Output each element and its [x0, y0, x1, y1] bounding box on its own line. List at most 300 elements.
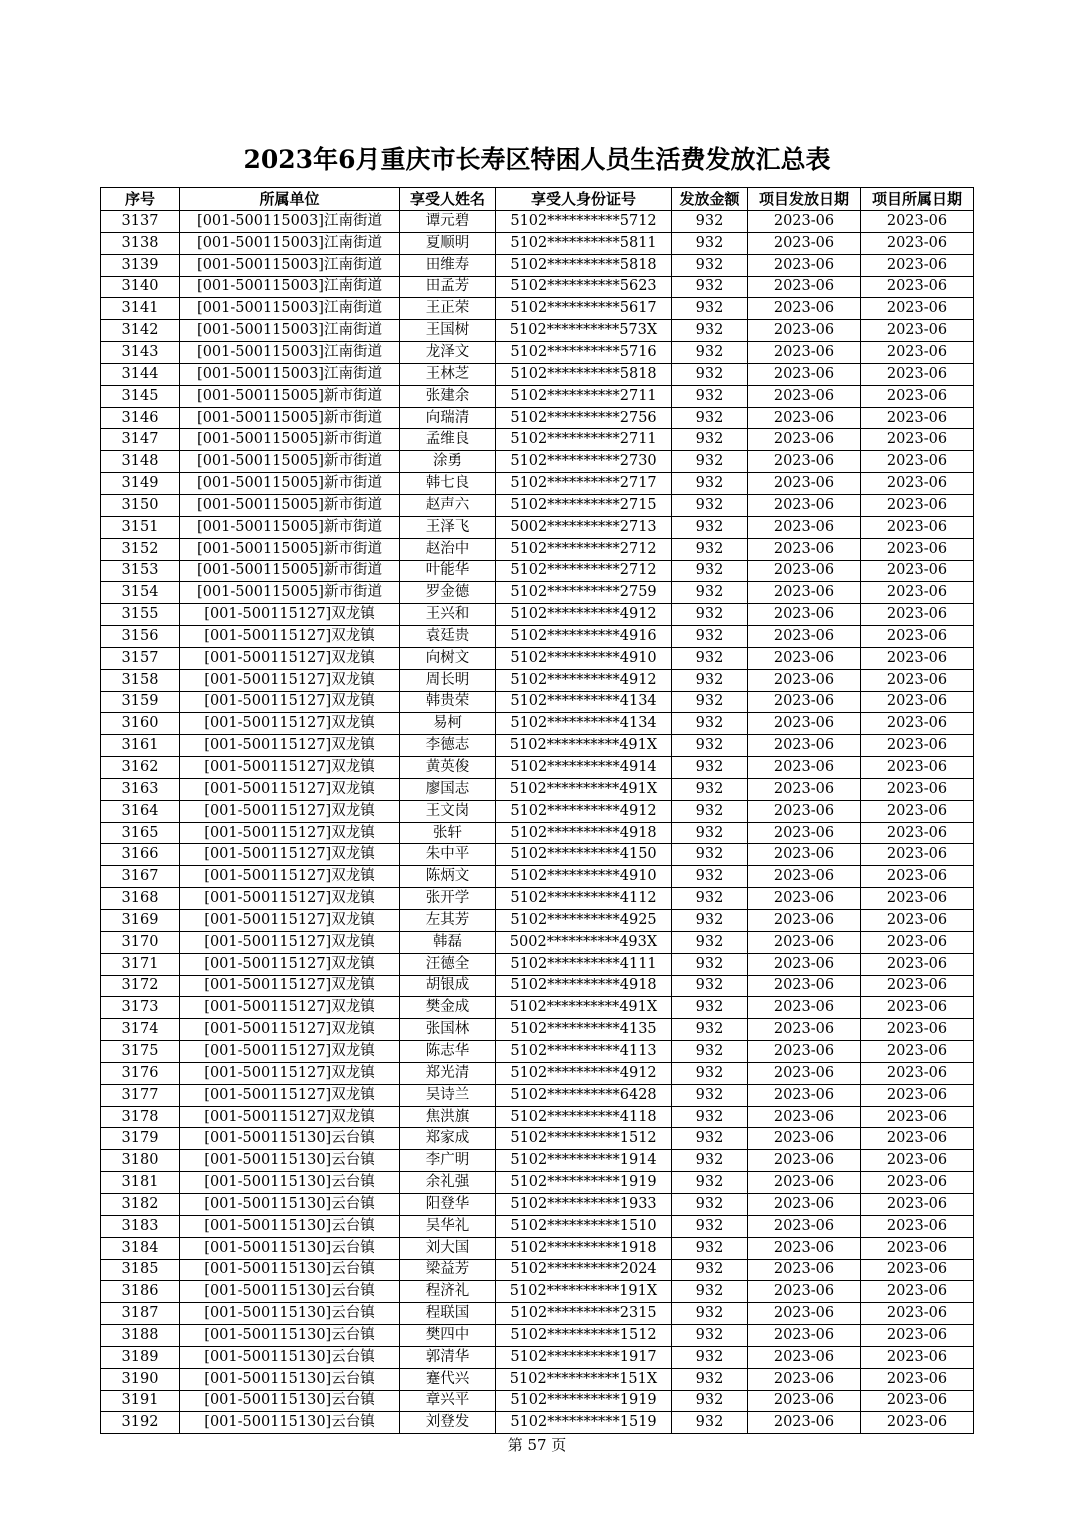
- cell-name: 黄英俊: [400, 757, 496, 779]
- cell-issue-date: 2023-06: [748, 1041, 861, 1063]
- cell-seq: 3143: [101, 342, 180, 364]
- cell-unit: [001-500115127]双龙镇: [180, 1041, 400, 1063]
- table-row: [101, 298, 974, 320]
- cell-unit: [001-500115130]云台镇: [180, 1281, 400, 1303]
- cell-issue-date: 2023-06: [748, 473, 861, 495]
- table-row: [101, 778, 974, 800]
- cell-belong-date: 2023-06: [861, 1390, 974, 1412]
- cell-seq: 3137: [101, 211, 180, 233]
- cell-amount: 932: [672, 1106, 748, 1128]
- cell-id-number: 5102**********191X: [496, 1281, 672, 1303]
- table-row: [101, 822, 974, 844]
- cell-amount: 932: [672, 560, 748, 582]
- table-row: [101, 451, 974, 473]
- cell-issue-date: 2023-06: [748, 1325, 861, 1347]
- cell-belong-date: 2023-06: [861, 363, 974, 385]
- cell-issue-date: 2023-06: [748, 647, 861, 669]
- cell-unit: [001-500115127]双龙镇: [180, 910, 400, 932]
- cell-name: 程联国: [400, 1303, 496, 1325]
- cell-unit: [001-500115003]江南街道: [180, 276, 400, 298]
- cell-issue-date: 2023-06: [748, 910, 861, 932]
- cell-name: 郑家成: [400, 1128, 496, 1150]
- cell-name: 王文岗: [400, 800, 496, 822]
- cell-unit: [001-500115003]江南街道: [180, 232, 400, 254]
- cell-id-number: 5102**********491X: [496, 997, 672, 1019]
- cell-unit: [001-500115130]云台镇: [180, 1325, 400, 1347]
- cell-belong-date: 2023-06: [861, 451, 974, 473]
- cell-name: 陈炳文: [400, 866, 496, 888]
- cell-unit: [001-500115127]双龙镇: [180, 626, 400, 648]
- cell-issue-date: 2023-06: [748, 1215, 861, 1237]
- cell-issue-date: 2023-06: [748, 211, 861, 233]
- cell-seq: 3185: [101, 1259, 180, 1281]
- header-seq: 序号: [101, 188, 180, 211]
- cell-belong-date: 2023-06: [861, 778, 974, 800]
- cell-seq: 3156: [101, 626, 180, 648]
- cell-belong-date: 2023-06: [861, 516, 974, 538]
- cell-seq: 3153: [101, 560, 180, 582]
- header-unit: 所属单位: [180, 188, 400, 211]
- cell-name: 章兴平: [400, 1390, 496, 1412]
- cell-name: 周长明: [400, 669, 496, 691]
- cell-id-number: 5102**********2315: [496, 1303, 672, 1325]
- cell-unit: [001-500115127]双龙镇: [180, 691, 400, 713]
- cell-id-number: 5102**********491X: [496, 778, 672, 800]
- cell-seq: 3151: [101, 516, 180, 538]
- cell-id-number: 5102**********5818: [496, 363, 672, 385]
- cell-id-number: 5102**********1919: [496, 1172, 672, 1194]
- cell-issue-date: 2023-06: [748, 320, 861, 342]
- cell-name: 向瑞清: [400, 407, 496, 429]
- cell-name: 吴华礼: [400, 1215, 496, 1237]
- cell-id-number: 5102**********4135: [496, 1019, 672, 1041]
- cell-issue-date: 2023-06: [748, 560, 861, 582]
- table-row: [101, 1281, 974, 1303]
- cell-seq: 3178: [101, 1106, 180, 1128]
- cell-seq: 3180: [101, 1150, 180, 1172]
- cell-belong-date: 2023-06: [861, 604, 974, 626]
- cell-amount: 932: [672, 866, 748, 888]
- table-row: [101, 1193, 974, 1215]
- cell-seq: 3139: [101, 254, 180, 276]
- cell-unit: [001-500115127]双龙镇: [180, 800, 400, 822]
- cell-issue-date: 2023-06: [748, 1062, 861, 1084]
- cell-unit: [001-500115003]江南街道: [180, 363, 400, 385]
- cell-belong-date: 2023-06: [861, 1346, 974, 1368]
- cell-unit: [001-500115130]云台镇: [180, 1128, 400, 1150]
- cell-issue-date: 2023-06: [748, 1303, 861, 1325]
- cell-name: 赵声六: [400, 494, 496, 516]
- cell-issue-date: 2023-06: [748, 931, 861, 953]
- cell-name: 王泽飞: [400, 516, 496, 538]
- cell-belong-date: 2023-06: [861, 757, 974, 779]
- cell-seq: 3140: [101, 276, 180, 298]
- cell-id-number: 5102**********1918: [496, 1237, 672, 1259]
- table-row: [101, 407, 974, 429]
- cell-name: 龙泽文: [400, 342, 496, 364]
- cell-belong-date: 2023-06: [861, 473, 974, 495]
- cell-id-number: 5102**********1512: [496, 1325, 672, 1347]
- cell-id-number: 5102**********2717: [496, 473, 672, 495]
- cell-seq: 3187: [101, 1303, 180, 1325]
- table-row: [101, 647, 974, 669]
- cell-seq: 3150: [101, 494, 180, 516]
- table-row: [101, 975, 974, 997]
- cell-issue-date: 2023-06: [748, 254, 861, 276]
- table-row: [101, 276, 974, 298]
- table-row: [101, 1106, 974, 1128]
- cell-id-number: 5102**********1917: [496, 1346, 672, 1368]
- cell-seq: 3163: [101, 778, 180, 800]
- cell-amount: 932: [672, 626, 748, 648]
- cell-unit: [001-500115005]新市街道: [180, 429, 400, 451]
- cell-amount: 932: [672, 888, 748, 910]
- cell-issue-date: 2023-06: [748, 1346, 861, 1368]
- cell-name: 张轩: [400, 822, 496, 844]
- table-row: [101, 560, 974, 582]
- cell-amount: 932: [672, 844, 748, 866]
- cell-unit: [001-500115127]双龙镇: [180, 647, 400, 669]
- table-row: [101, 931, 974, 953]
- table-row: [101, 494, 974, 516]
- cell-unit: [001-500115130]云台镇: [180, 1368, 400, 1390]
- cell-amount: 932: [672, 1128, 748, 1150]
- cell-id-number: 5102**********2730: [496, 451, 672, 473]
- table-row: [101, 342, 974, 364]
- cell-belong-date: 2023-06: [861, 429, 974, 451]
- cell-id-number: 5102**********5617: [496, 298, 672, 320]
- cell-unit: [001-500115127]双龙镇: [180, 1084, 400, 1106]
- cell-name: 赵治中: [400, 538, 496, 560]
- cell-belong-date: 2023-06: [861, 494, 974, 516]
- cell-id-number: 5102**********2711: [496, 385, 672, 407]
- page-number: 第 57 页: [507, 1436, 567, 1454]
- cell-seq: 3188: [101, 1325, 180, 1347]
- cell-belong-date: 2023-06: [861, 975, 974, 997]
- table-row: [101, 1303, 974, 1325]
- cell-unit: [001-500115127]双龙镇: [180, 735, 400, 757]
- cell-seq: 3174: [101, 1019, 180, 1041]
- cell-issue-date: 2023-06: [748, 1390, 861, 1412]
- cell-amount: 932: [672, 1193, 748, 1215]
- cell-id-number: 5002**********493X: [496, 931, 672, 953]
- table-row: [101, 1172, 974, 1194]
- cell-id-number: 5102**********5811: [496, 232, 672, 254]
- cell-id-number: 5102**********4910: [496, 647, 672, 669]
- cell-seq: 3190: [101, 1368, 180, 1390]
- cell-belong-date: 2023-06: [861, 735, 974, 757]
- cell-seq: 3145: [101, 385, 180, 407]
- cell-seq: 3179: [101, 1128, 180, 1150]
- table-row: [101, 1325, 974, 1347]
- cell-id-number: 5102**********5712: [496, 211, 672, 233]
- cell-seq: 3160: [101, 713, 180, 735]
- cell-issue-date: 2023-06: [748, 1084, 861, 1106]
- cell-name: 余礼强: [400, 1172, 496, 1194]
- cell-name: 郑光清: [400, 1062, 496, 1084]
- cell-id-number: 5102**********2712: [496, 538, 672, 560]
- cell-id-number: 5002**********2713: [496, 516, 672, 538]
- cell-belong-date: 2023-06: [861, 1084, 974, 1106]
- cell-name: 刘大国: [400, 1237, 496, 1259]
- cell-id-number: 5102**********4912: [496, 1062, 672, 1084]
- cell-belong-date: 2023-06: [861, 1412, 974, 1434]
- table-row: [101, 538, 974, 560]
- cell-name: 张开学: [400, 888, 496, 910]
- table-row: [101, 910, 974, 932]
- cell-unit: [001-500115003]江南街道: [180, 211, 400, 233]
- cell-issue-date: 2023-06: [748, 451, 861, 473]
- cell-seq: 3142: [101, 320, 180, 342]
- cell-name: 罗金德: [400, 582, 496, 604]
- cell-unit: [001-500115127]双龙镇: [180, 931, 400, 953]
- cell-name: 叶能华: [400, 560, 496, 582]
- cell-amount: 932: [672, 363, 748, 385]
- cell-seq: 3182: [101, 1193, 180, 1215]
- cell-name: 李德志: [400, 735, 496, 757]
- table-row: [101, 691, 974, 713]
- cell-amount: 932: [672, 931, 748, 953]
- cell-issue-date: 2023-06: [748, 953, 861, 975]
- cell-name: 王兴和: [400, 604, 496, 626]
- cell-id-number: 5102**********4112: [496, 888, 672, 910]
- cell-unit: [001-500115130]云台镇: [180, 1193, 400, 1215]
- cell-belong-date: 2023-06: [861, 1237, 974, 1259]
- table-row: [101, 320, 974, 342]
- cell-seq: 3173: [101, 997, 180, 1019]
- cell-amount: 932: [672, 691, 748, 713]
- cell-name: 樊金成: [400, 997, 496, 1019]
- table-row: [101, 626, 974, 648]
- cell-amount: 932: [672, 385, 748, 407]
- table-row: [101, 735, 974, 757]
- table-row: [101, 582, 974, 604]
- cell-belong-date: 2023-06: [861, 1303, 974, 1325]
- cell-name: 梁益芳: [400, 1259, 496, 1281]
- cell-unit: [001-500115003]江南街道: [180, 298, 400, 320]
- header-issue-date: 项目发放日期: [748, 188, 861, 211]
- cell-unit: [001-500115005]新市街道: [180, 582, 400, 604]
- cell-unit: [001-500115127]双龙镇: [180, 1106, 400, 1128]
- cell-amount: 932: [672, 1215, 748, 1237]
- cell-seq: 3168: [101, 888, 180, 910]
- cell-unit: [001-500115005]新市街道: [180, 451, 400, 473]
- cell-issue-date: 2023-06: [748, 735, 861, 757]
- cell-belong-date: 2023-06: [861, 1150, 974, 1172]
- table-row: [101, 1237, 974, 1259]
- cell-belong-date: 2023-06: [861, 1062, 974, 1084]
- cell-amount: 932: [672, 582, 748, 604]
- cell-unit: [001-500115005]新市街道: [180, 538, 400, 560]
- cell-id-number: 5102**********4111: [496, 953, 672, 975]
- cell-amount: 932: [672, 538, 748, 560]
- cell-seq: 3184: [101, 1237, 180, 1259]
- table-row: [101, 953, 974, 975]
- cell-belong-date: 2023-06: [861, 320, 974, 342]
- cell-issue-date: 2023-06: [748, 1259, 861, 1281]
- cell-seq: 3155: [101, 604, 180, 626]
- cell-unit: [001-500115127]双龙镇: [180, 953, 400, 975]
- cell-seq: 3181: [101, 1172, 180, 1194]
- cell-id-number: 5102**********5818: [496, 254, 672, 276]
- cell-name: 胡银成: [400, 975, 496, 997]
- cell-belong-date: 2023-06: [861, 997, 974, 1019]
- cell-seq: 3177: [101, 1084, 180, 1106]
- cell-issue-date: 2023-06: [748, 997, 861, 1019]
- cell-id-number: 5102**********2715: [496, 494, 672, 516]
- cell-name: 谭元碧: [400, 211, 496, 233]
- cell-belong-date: 2023-06: [861, 1193, 974, 1215]
- cell-belong-date: 2023-06: [861, 866, 974, 888]
- cell-issue-date: 2023-06: [748, 407, 861, 429]
- cell-belong-date: 2023-06: [861, 626, 974, 648]
- table-row: [101, 1019, 974, 1041]
- cell-amount: 932: [672, 910, 748, 932]
- cell-id-number: 5102**********1919: [496, 1390, 672, 1412]
- cell-belong-date: 2023-06: [861, 713, 974, 735]
- cell-seq: 3152: [101, 538, 180, 560]
- cell-name: 樊四中: [400, 1325, 496, 1347]
- cell-amount: 932: [672, 1259, 748, 1281]
- cell-belong-date: 2023-06: [861, 1215, 974, 1237]
- cell-id-number: 5102**********2756: [496, 407, 672, 429]
- cell-belong-date: 2023-06: [861, 407, 974, 429]
- cell-amount: 932: [672, 254, 748, 276]
- cell-amount: 932: [672, 757, 748, 779]
- cell-belong-date: 2023-06: [861, 822, 974, 844]
- cell-amount: 932: [672, 713, 748, 735]
- cell-name: 朱中平: [400, 844, 496, 866]
- cell-unit: [001-500115127]双龙镇: [180, 888, 400, 910]
- cell-issue-date: 2023-06: [748, 713, 861, 735]
- cell-issue-date: 2023-06: [748, 1193, 861, 1215]
- table-row: [101, 997, 974, 1019]
- page-title: 2023年6月重庆市长寿区特困人员生活费发放汇总表: [243, 145, 831, 174]
- cell-name: 涂勇: [400, 451, 496, 473]
- cell-seq: 3154: [101, 582, 180, 604]
- cell-id-number: 5102**********2712: [496, 560, 672, 582]
- cell-issue-date: 2023-06: [748, 276, 861, 298]
- cell-unit: [001-500115130]云台镇: [180, 1346, 400, 1368]
- table-row: [101, 1062, 974, 1084]
- cell-seq: 3159: [101, 691, 180, 713]
- cell-name: 左其芳: [400, 910, 496, 932]
- cell-belong-date: 2023-06: [861, 691, 974, 713]
- table-row: [101, 844, 974, 866]
- cell-name: 李广明: [400, 1150, 496, 1172]
- cell-name: 王国树: [400, 320, 496, 342]
- cell-amount: 932: [672, 1303, 748, 1325]
- cell-seq: 3191: [101, 1390, 180, 1412]
- cell-issue-date: 2023-06: [748, 691, 861, 713]
- table-row: [101, 1412, 974, 1434]
- cell-id-number: 5102**********4912: [496, 669, 672, 691]
- cell-seq: 3141: [101, 298, 180, 320]
- cell-seq: 3175: [101, 1041, 180, 1063]
- cell-name: 王正荣: [400, 298, 496, 320]
- table-row: [101, 1346, 974, 1368]
- cell-seq: 3172: [101, 975, 180, 997]
- cell-belong-date: 2023-06: [861, 582, 974, 604]
- cell-id-number: 5102**********1519: [496, 1412, 672, 1434]
- cell-issue-date: 2023-06: [748, 582, 861, 604]
- cell-name: 陈志华: [400, 1041, 496, 1063]
- cell-seq: 3183: [101, 1215, 180, 1237]
- cell-name: 张国林: [400, 1019, 496, 1041]
- cell-amount: 932: [672, 1172, 748, 1194]
- table-row: [101, 669, 974, 691]
- cell-unit: [001-500115130]云台镇: [180, 1259, 400, 1281]
- cell-amount: 932: [672, 1368, 748, 1390]
- cell-belong-date: 2023-06: [861, 385, 974, 407]
- cell-seq: 3169: [101, 910, 180, 932]
- cell-belong-date: 2023-06: [861, 232, 974, 254]
- cell-seq: 3170: [101, 931, 180, 953]
- cell-amount: 932: [672, 997, 748, 1019]
- cell-issue-date: 2023-06: [748, 232, 861, 254]
- cell-amount: 932: [672, 953, 748, 975]
- cell-id-number: 5102**********5623: [496, 276, 672, 298]
- table-row: [101, 1150, 974, 1172]
- cell-issue-date: 2023-06: [748, 298, 861, 320]
- cell-name: 汪德全: [400, 953, 496, 975]
- cell-id-number: 5102**********1933: [496, 1193, 672, 1215]
- cell-amount: 932: [672, 800, 748, 822]
- cell-issue-date: 2023-06: [748, 800, 861, 822]
- cell-id-number: 5102**********4150: [496, 844, 672, 866]
- table-header-row: [101, 188, 974, 211]
- cell-name: 阳登华: [400, 1193, 496, 1215]
- cell-issue-date: 2023-06: [748, 342, 861, 364]
- cell-id-number: 5102**********4918: [496, 822, 672, 844]
- table-row: [101, 429, 974, 451]
- cell-seq: 3161: [101, 735, 180, 757]
- cell-belong-date: 2023-06: [861, 298, 974, 320]
- cell-unit: [001-500115127]双龙镇: [180, 713, 400, 735]
- cell-id-number: 5102**********2759: [496, 582, 672, 604]
- cell-id-number: 5102**********4134: [496, 713, 672, 735]
- cell-belong-date: 2023-06: [861, 1172, 974, 1194]
- cell-unit: [001-500115127]双龙镇: [180, 604, 400, 626]
- cell-name: 韩七良: [400, 473, 496, 495]
- cell-unit: [001-500115127]双龙镇: [180, 778, 400, 800]
- cell-belong-date: 2023-06: [861, 800, 974, 822]
- cell-belong-date: 2023-06: [861, 1259, 974, 1281]
- cell-unit: [001-500115130]云台镇: [180, 1303, 400, 1325]
- header-id-number: 享受人身份证号: [496, 188, 672, 211]
- cell-amount: 932: [672, 407, 748, 429]
- cell-issue-date: 2023-06: [748, 626, 861, 648]
- cell-amount: 932: [672, 1041, 748, 1063]
- cell-belong-date: 2023-06: [861, 276, 974, 298]
- cell-belong-date: 2023-06: [861, 1041, 974, 1063]
- cell-amount: 932: [672, 429, 748, 451]
- cell-amount: 932: [672, 276, 748, 298]
- cell-amount: 932: [672, 211, 748, 233]
- cell-amount: 932: [672, 1150, 748, 1172]
- cell-name: 袁廷贵: [400, 626, 496, 648]
- cell-seq: 3149: [101, 473, 180, 495]
- table-row: [101, 385, 974, 407]
- cell-belong-date: 2023-06: [861, 560, 974, 582]
- table-row: [101, 473, 974, 495]
- table-row: [101, 1084, 974, 1106]
- cell-unit: [001-500115005]新市街道: [180, 494, 400, 516]
- table-row: [101, 604, 974, 626]
- cell-belong-date: 2023-06: [861, 538, 974, 560]
- cell-unit: [001-500115127]双龙镇: [180, 844, 400, 866]
- cell-amount: 932: [672, 669, 748, 691]
